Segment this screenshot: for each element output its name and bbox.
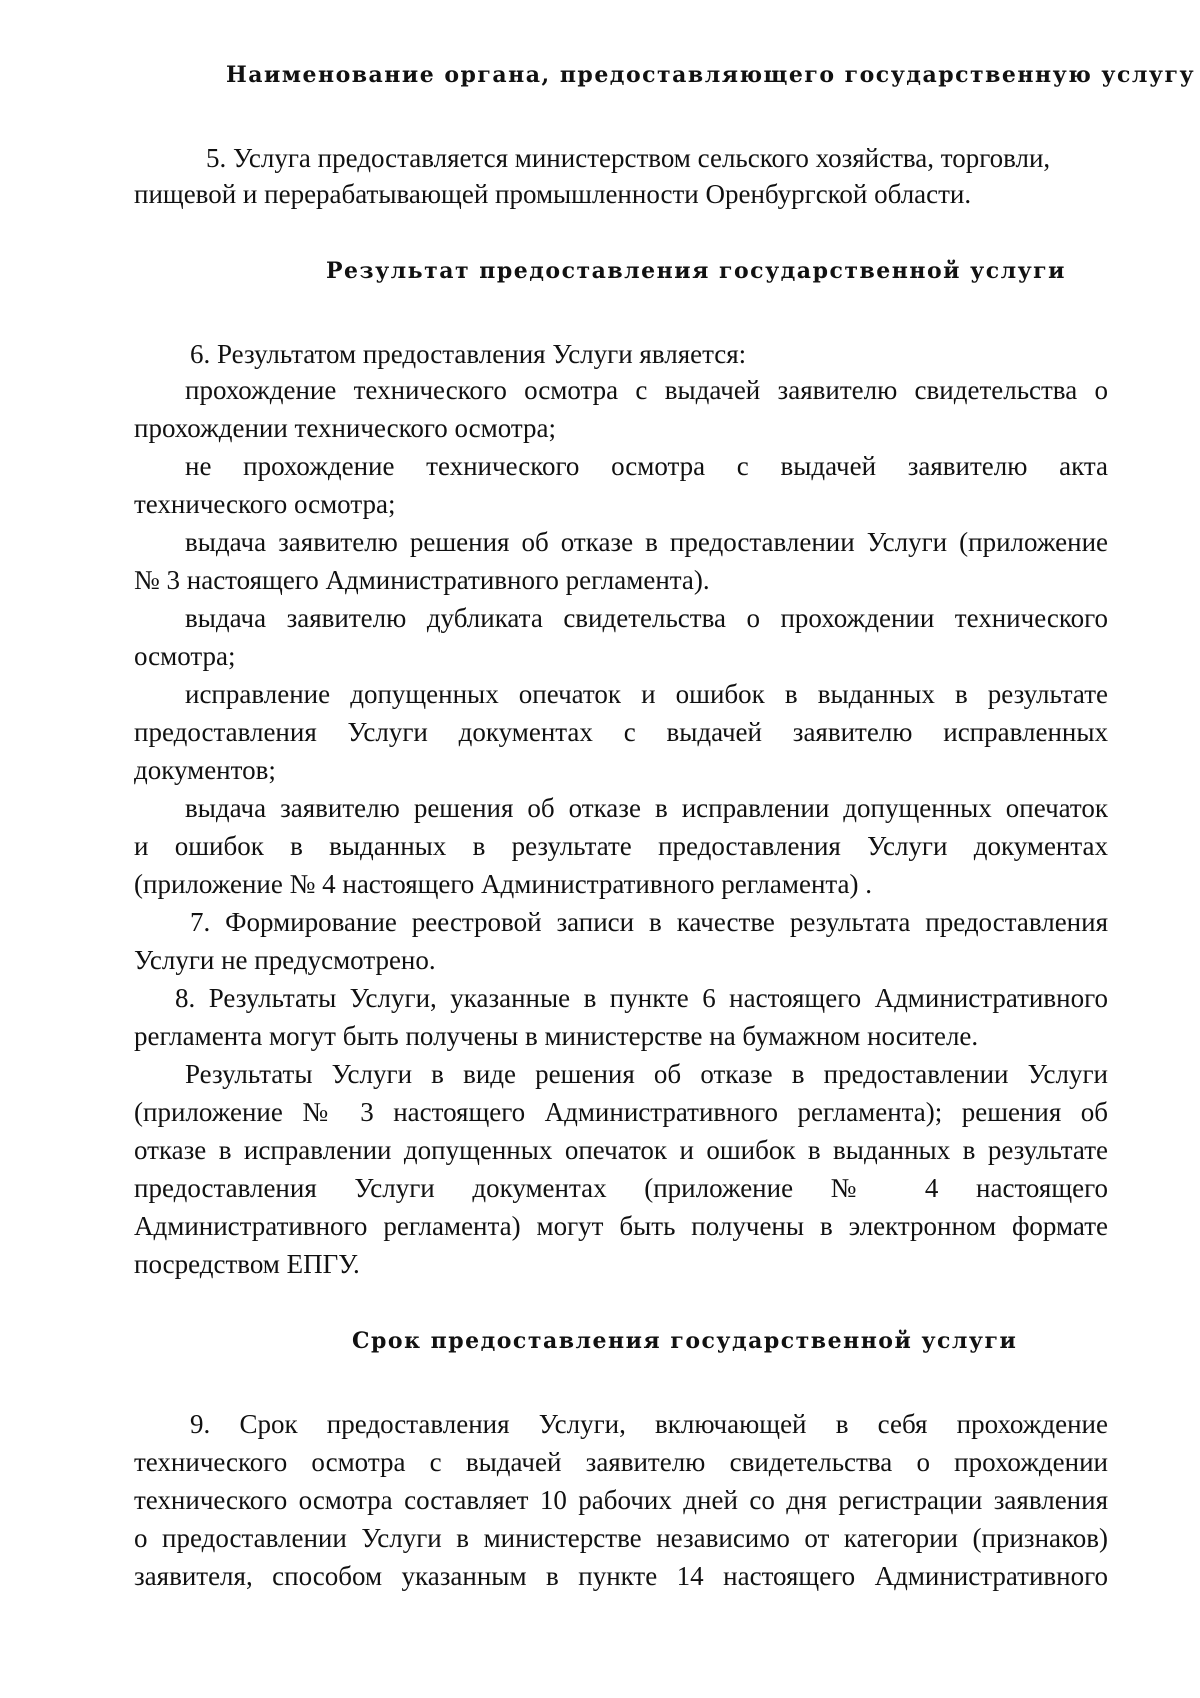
- paragraph-7-line-2: Услуги не предусмотрено.: [134, 945, 436, 975]
- result-item-2-line-2: технического осмотра;: [134, 489, 396, 519]
- paragraph-5-line-2: пищевой и перерабатывающей промышленности Оренбургской области.: [134, 179, 972, 209]
- result-item-6-line-2: и ошибок в выданных в результате предоставления Услуги документах: [134, 831, 1108, 861]
- result-item-4-line-2: осмотра;: [134, 641, 236, 671]
- paragraph-8b-line-4: предоставления Услуги документах (приложение № 4 настоящего: [134, 1173, 1108, 1203]
- paragraph-8b-line-3: отказе в исправлении допущенных опечаток и ошибок в выданных в результате: [134, 1135, 1108, 1165]
- result-item-3-line-1: выдача заявителю решения об отказе в предоставлении Услуги (приложение: [185, 527, 1108, 557]
- result-item-1-line-1: прохождение технического осмотра с выдачей заявителю свидетельства о: [185, 375, 1108, 405]
- paragraph-8b-line-6: посредством ЕПГУ.: [134, 1249, 360, 1279]
- result-item-5-line-3: документов;: [134, 755, 276, 785]
- paragraph-9-line-3: технического осмотра составляет 10 рабочих дней со дня регистрации заявления: [134, 1485, 1108, 1515]
- paragraph-8b-line-5: Административного регламента) могут быть получены в электронном формате: [134, 1211, 1108, 1241]
- result-item-4-line-1: выдача заявителю дубликата свидетельства о прохождении технического: [185, 603, 1108, 633]
- result-item-5-line-2: предоставления Услуги документах с выдачей заявителю исправленных: [134, 717, 1108, 747]
- paragraph-9-line-5: заявителя, способом указанным в пункте 14 настоящего Административного: [134, 1561, 1108, 1591]
- heading-term: Срок предоставления государственной услуги: [352, 1328, 1018, 1354]
- paragraph-5-line-1: 5. Услуга предоставляется министерством сельского хозяйства, торговли,: [206, 143, 1051, 173]
- paragraph-8b-line-2: (приложение № 3 настоящего Административного регламента); решения об: [134, 1097, 1108, 1127]
- result-item-5-line-1: исправление допущенных опечаток и ошибок в выданных в результате: [185, 679, 1108, 709]
- heading-organ: Наименование органа, предоставляющего государственную услугу: [226, 62, 1196, 88]
- paragraph-6-intro: 6. Результатом предоставления Услуги является:: [190, 339, 747, 369]
- result-item-6-line-3: (приложение № 4 настоящего Административного регламента) .: [134, 869, 872, 899]
- paragraph-9-line-2: технического осмотра с выдачей заявителю свидетельства о прохождении: [134, 1447, 1108, 1477]
- result-item-2-line-1: не прохождение технического осмотра с выдачей заявителю акта: [185, 451, 1108, 481]
- result-item-1-line-2: прохождении технического осмотра;: [134, 413, 556, 443]
- paragraph-7-line-1: 7. Формирование реестровой записи в качестве результата предоставления: [190, 907, 1108, 937]
- paragraph-8b-line-1: Результаты Услуги в виде решения об отказе в предоставлении Услуги: [185, 1059, 1108, 1089]
- heading-result: Результат предоставления государственной услуги: [326, 258, 1066, 284]
- result-item-6-line-1: выдача заявителю решения об отказе в исправлении допущенных опечаток: [185, 793, 1108, 823]
- result-item-3-line-2: № 3 настоящего Административного регламента).: [134, 565, 710, 595]
- paragraph-8-line-2: регламента могут быть получены в министерстве на бумажном носителе.: [134, 1021, 979, 1051]
- paragraph-8-line-1: 8. Результаты Услуги, указанные в пункте 6 настоящего Административного: [175, 983, 1108, 1013]
- paragraph-9-line-4: о предоставлении Услуги в министерстве независимо от категории (признаков): [134, 1523, 1108, 1553]
- paragraph-9-line-1: 9. Срок предоставления Услуги, включающей в себя прохождение: [190, 1409, 1108, 1439]
